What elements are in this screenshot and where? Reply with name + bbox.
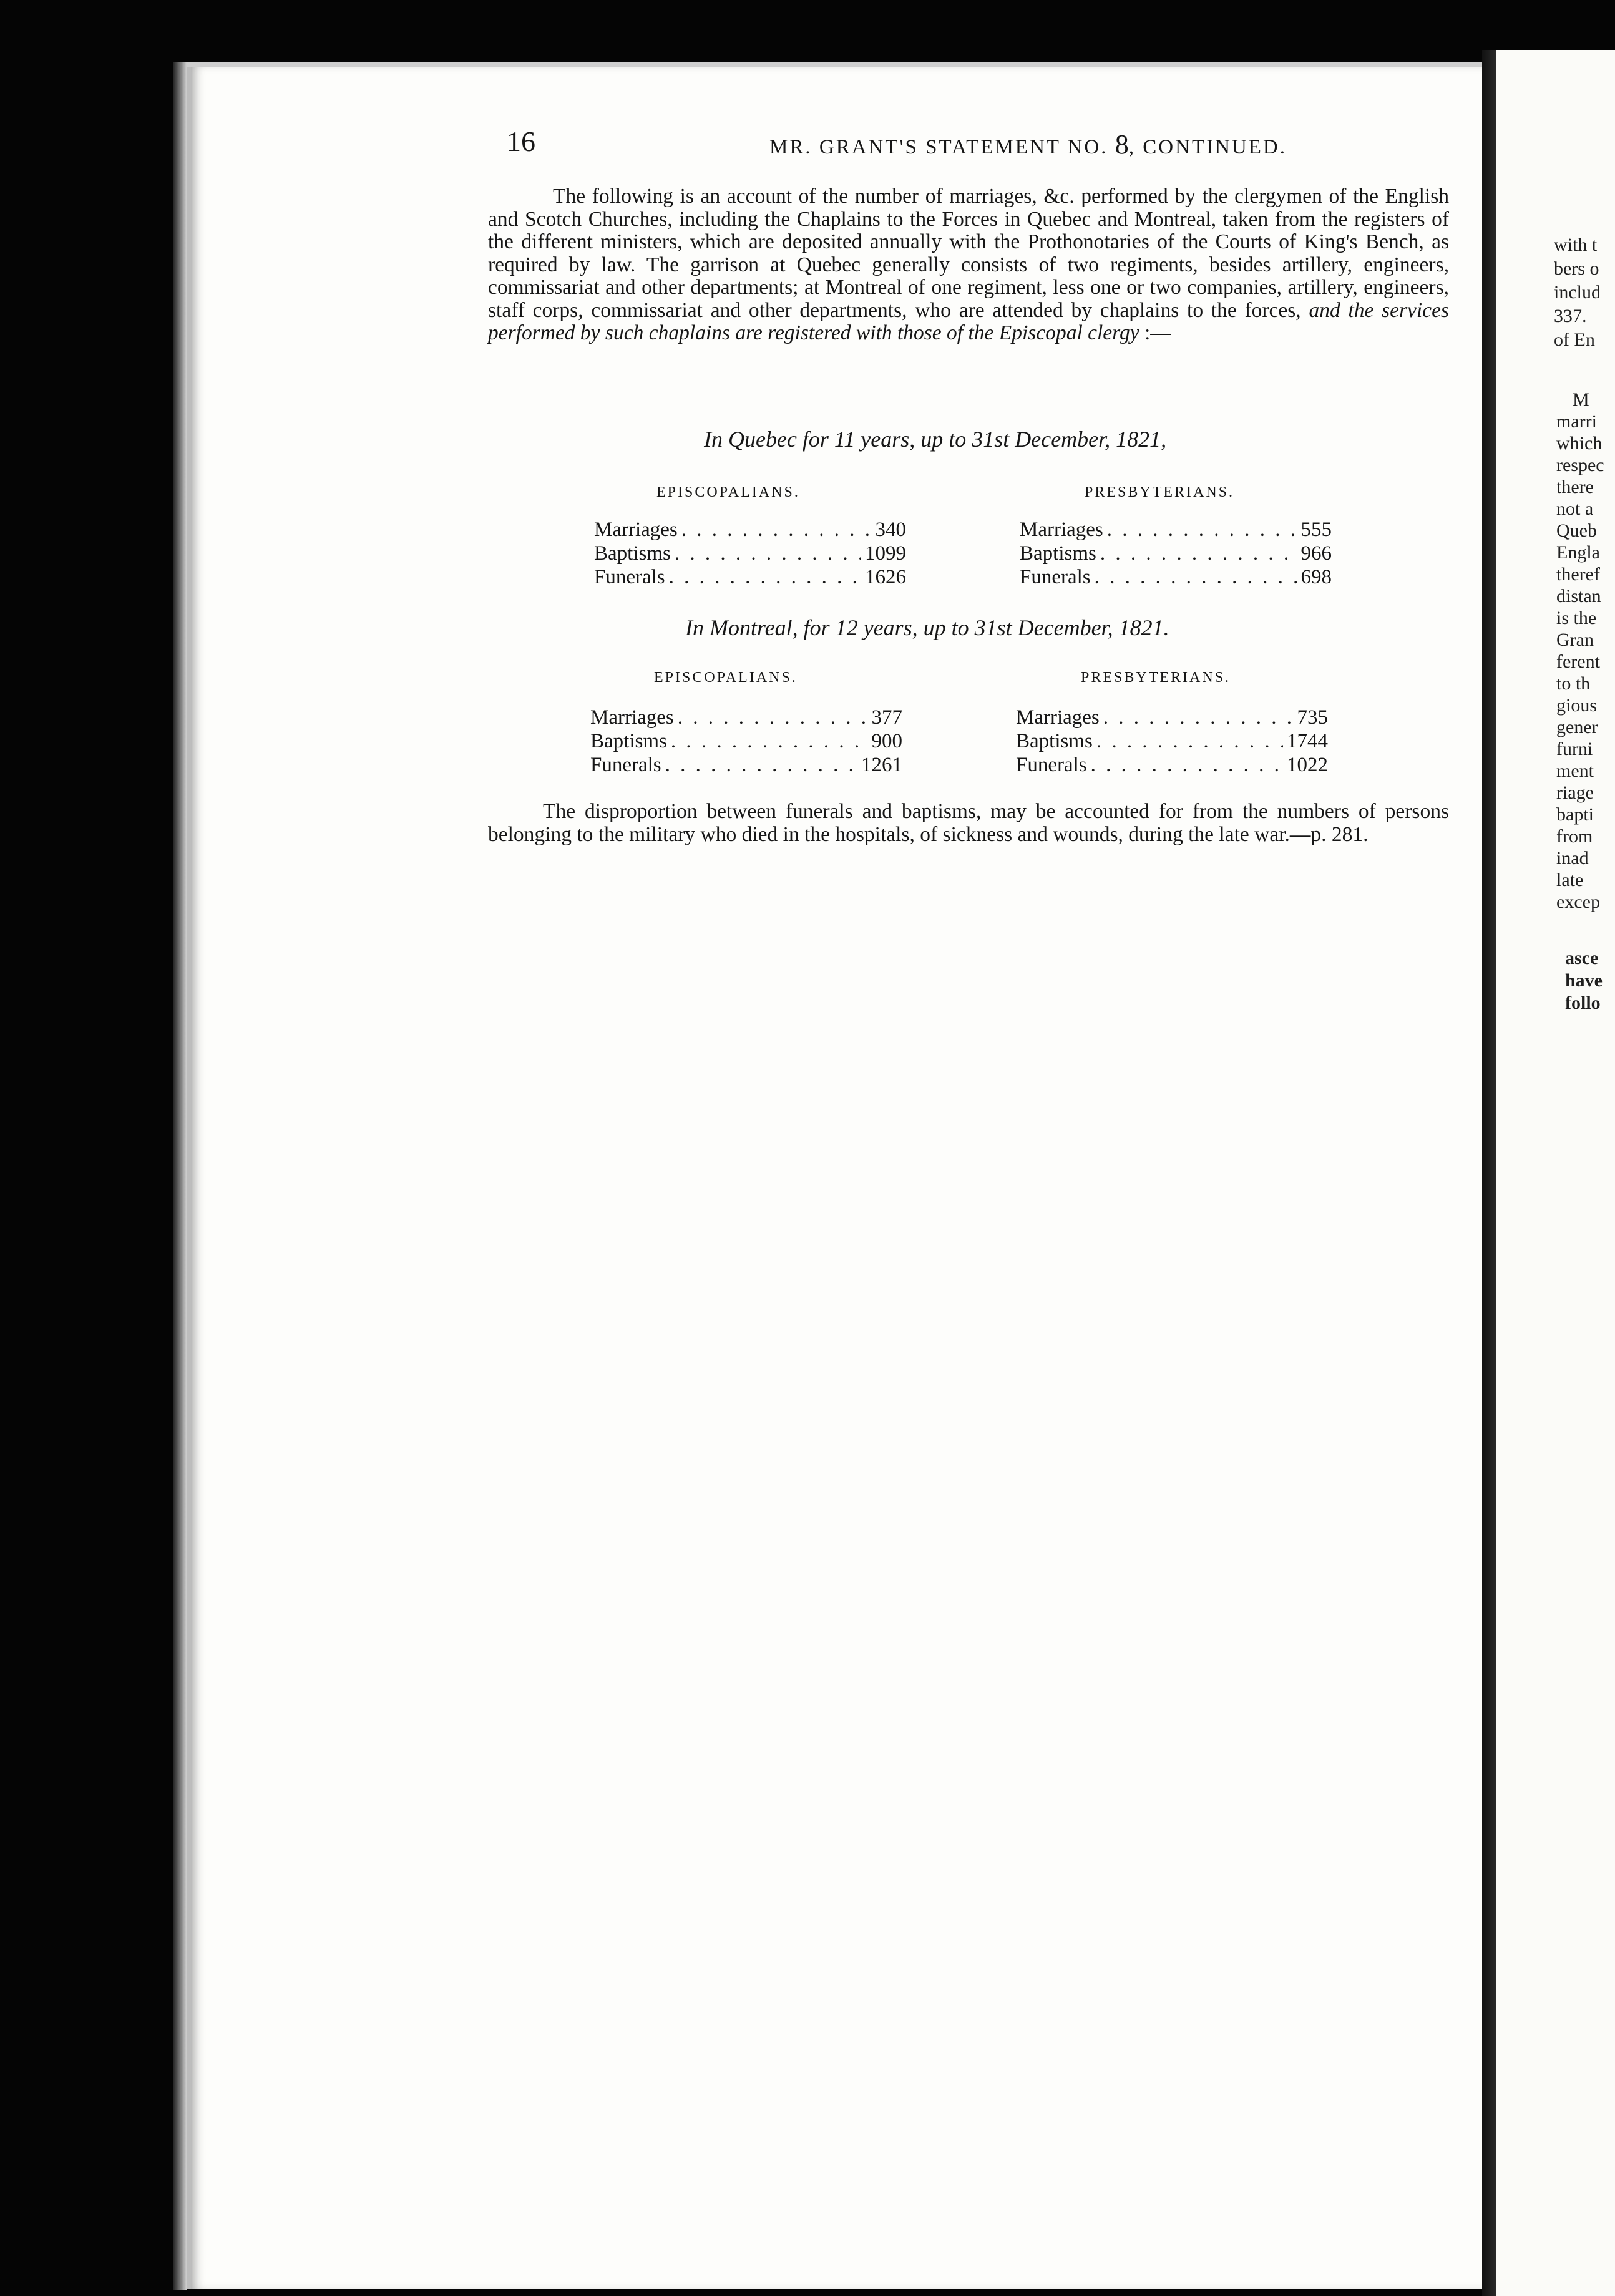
facing-page-line: Queb bbox=[1556, 520, 1597, 541]
page-gutter bbox=[1482, 50, 1496, 2296]
facing-page-line: excep bbox=[1556, 892, 1600, 912]
facing-page-line: late bbox=[1556, 870, 1584, 890]
facing-page-line: asce bbox=[1565, 948, 1599, 968]
facing-page-line: have bbox=[1565, 970, 1603, 991]
facing-page-line: is the bbox=[1556, 608, 1597, 628]
facing-page-line: gious bbox=[1556, 695, 1598, 716]
facing-page-line: ferent bbox=[1556, 651, 1600, 672]
facing-page-line: to th bbox=[1556, 673, 1591, 694]
conclusion-paragraph bbox=[488, 800, 1449, 846]
facing-page-line: bapti bbox=[1556, 804, 1594, 825]
facing-page-line: furni bbox=[1556, 739, 1593, 759]
quebec-presbyterians-row: Funerals . . . 698 bbox=[1020, 566, 1332, 588]
facing-page-line: of En bbox=[1554, 329, 1595, 350]
quebec-heading: In Quebec for 11 years, up to 31st December, 1821, bbox=[704, 427, 1167, 452]
montreal-presbyterians-header: PRESBYTERIANS. bbox=[1081, 669, 1231, 686]
facing-page-line: follo bbox=[1565, 993, 1601, 1013]
facing-page-line: ment bbox=[1556, 761, 1594, 781]
facing-page-line: Gran bbox=[1556, 630, 1594, 650]
intro-paragraph bbox=[488, 185, 1449, 345]
facing-page-line: which bbox=[1556, 433, 1603, 454]
facing-page-line: not a bbox=[1556, 499, 1594, 519]
page-edge-shadow bbox=[173, 62, 187, 2290]
facing-page-line: Engla bbox=[1556, 542, 1600, 563]
facing-page-line: there bbox=[1556, 477, 1594, 497]
quebec-episcopalians-row: Funerals . . . 1626 bbox=[594, 566, 906, 588]
quebec-presbyterians-row: Baptisms . . . 966 bbox=[1020, 542, 1332, 565]
montreal-presbyterians-row: Marriages . . . 735 bbox=[1016, 706, 1328, 729]
page-title-prefix: MR. GRANT'S STATEMENT NO. bbox=[769, 136, 1108, 158]
montreal-episcopalians-row: Marriages . . . 377 bbox=[590, 706, 902, 729]
page-title bbox=[769, 129, 1287, 160]
quebec-episcopalians-row: Marriages . . . 340 bbox=[594, 518, 906, 541]
intro-text: The following is an account of the number of marriages, &c. performed by the clergymen of the English and Scotch Churches, including the Chaplains to the Forces in Quebec and Montreal, taken from the registers of the different ministers, which are deposited annually with the Prothonotaries of the Courts of King's Bench, as required by law. The garrison at Quebec generally consists of two regiments, besides artillery, engineers, commissariat and other departments; at Montreal of one regiment, less one or two companies, artillery, engineers, staff corps, commissariat and other departments, who are attended by chaplains to the forces, bbox=[488, 185, 1449, 322]
quebec-episcopalians-header: EPISCOPALIANS. bbox=[656, 484, 800, 500]
page-number: 16 bbox=[507, 125, 535, 157]
montreal-presbyterians-row: Funerals . . . 1022 bbox=[1016, 754, 1328, 776]
facing-page-line: 337. bbox=[1554, 306, 1587, 326]
facing-page-line: respec bbox=[1556, 455, 1604, 475]
facing-page-line: bers o bbox=[1554, 258, 1599, 279]
quebec-presbyterians-row: Marriages . . . 555 bbox=[1020, 518, 1332, 541]
montreal-episcopalians-header: EPISCOPALIANS. bbox=[654, 669, 798, 686]
montreal-heading: In Montreal, for 12 years, up to 31st December, 1821. bbox=[685, 615, 1169, 640]
facing-page-line: includ bbox=[1554, 282, 1601, 303]
quebec-episcopalians-row: Baptisms . . . 1099 bbox=[594, 542, 906, 565]
facing-page-line: gener bbox=[1556, 717, 1598, 737]
quebec-presbyterians-header: PRESBYTERIANS. bbox=[1085, 484, 1235, 500]
facing-page-line: theref bbox=[1556, 564, 1600, 585]
conclusion-text: The disproportion between funerals and baptisms, may be accounted for from the numbers of persons belonging to the military who died in the hospitals, of sickness and wounds, during the late war.—p. 281. bbox=[488, 800, 1449, 846]
facing-page-line: inad bbox=[1556, 848, 1589, 868]
facing-page-line: M bbox=[1573, 389, 1589, 410]
montreal-episcopalians-row: Baptisms . . . 900 bbox=[590, 730, 902, 752]
facing-page-line: marri bbox=[1556, 411, 1597, 432]
page-title-statement-number: 8 bbox=[1115, 129, 1129, 160]
facing-page-line: riage bbox=[1556, 782, 1594, 803]
montreal-episcopalians-row: Funerals . . . 1261 bbox=[590, 754, 902, 776]
page-title-suffix: , CONTINUED. bbox=[1128, 136, 1287, 158]
running-head bbox=[507, 125, 1287, 162]
montreal-presbyterians-row: Baptisms . . . 1744 bbox=[1016, 730, 1328, 752]
facing-page-line: from bbox=[1556, 826, 1593, 847]
intro-text-end: :— bbox=[1139, 321, 1171, 344]
facing-page bbox=[1496, 50, 1615, 2296]
intro-italic-text: and the services performed by such chaplains are registered with those of the Episcopal clergy bbox=[488, 298, 1449, 344]
facing-page-line: distan bbox=[1556, 586, 1601, 606]
facing-page-line: with t bbox=[1554, 235, 1598, 255]
document-page bbox=[187, 67, 1486, 2289]
